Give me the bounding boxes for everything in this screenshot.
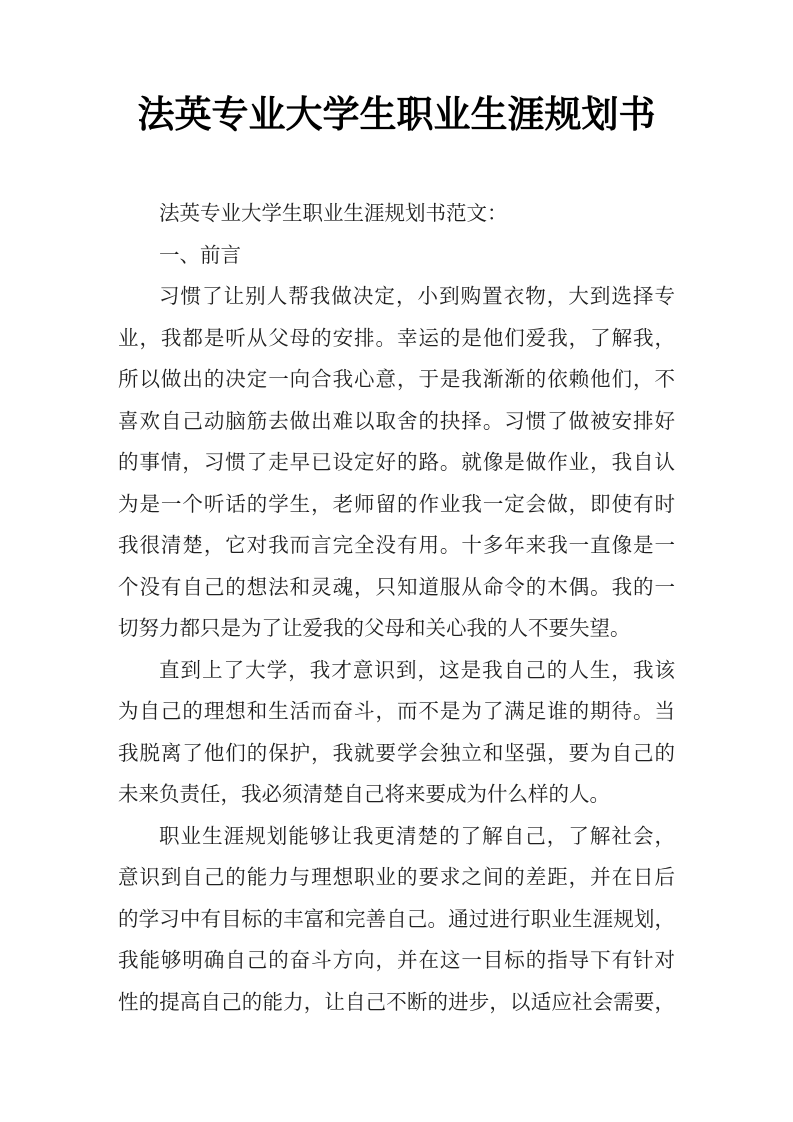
paragraph-line: 为自己的理想和生活而奋斗，而不是为了满足谁的期待。当 bbox=[118, 701, 675, 723]
paragraph-line: 切努力都只是为了让爱我的父母和关心我的人不要失望。 bbox=[118, 618, 631, 640]
paragraph-line: 我脱离了他们的保护，我就要学会独立和坚强，要为自己的 bbox=[118, 742, 675, 765]
intro-line: 法英专业大学生职业生涯规划书范文： bbox=[159, 203, 508, 225]
paragraph-line: 业，我都是听从父母的安排。幸运的是他们爱我，了解我， bbox=[118, 327, 675, 350]
document-content bbox=[0, 90, 793, 1024]
paragraph-line: 的事情，习惯了走早已设定好的路。就像是做作业，我自认 bbox=[118, 452, 675, 474]
paragraph-line: 个没有自己的想法和灵魂，只知道服从命令的木偶。我的一 bbox=[118, 576, 675, 599]
paragraph-line: 我能够明确自己的奋斗方向，并在这一目标的指导下有针对 bbox=[118, 950, 675, 972]
section-heading: 一、前言 bbox=[159, 244, 241, 267]
paragraph bbox=[118, 817, 675, 1025]
paragraph-line: 直到上了大学，我才意识到，这是我自己的人生，我该 bbox=[159, 659, 675, 682]
paragraph-line: 习惯了让别人帮我做决定，小到购置衣物，大到选择专 bbox=[159, 286, 675, 308]
paragraph-line: 意识到自己的能力与理想职业的要求之间的差距，并在日后 bbox=[118, 867, 675, 889]
paragraph-line: 未来负责任，我必须清楚自己将来要成为什么样的人。 bbox=[118, 784, 610, 806]
paragraph-line: 性的提高自己的能力，让自己不断的进步，以适应社会需要， bbox=[118, 991, 675, 1014]
paragraph-line: 所以做出的决定一向合我心意，于是我渐渐的依赖他们，不 bbox=[118, 369, 675, 391]
paragraph-line: 我很清楚，它对我而言完全没有用。十多年来我一直像是一 bbox=[118, 535, 675, 557]
paragraph bbox=[118, 277, 675, 651]
paragraph bbox=[118, 651, 675, 817]
paragraph-line: 职业生涯规划能够让我更清楚的了解自己，了解社会， bbox=[159, 825, 675, 848]
document-body bbox=[118, 194, 675, 1024]
document-title: 法英专业大学生职业生涯规划书 bbox=[137, 95, 656, 136]
paragraph-line: 的学习中有目标的丰富和完善自己。通过进行职业生涯规划， bbox=[118, 908, 675, 931]
paragraph-line: 喜欢自己动脑筋去做出难以取舍的抉择。习惯了做被安排好 bbox=[118, 410, 675, 433]
paragraph-line: 为是一个听话的学生，老师留的作业我一定会做，即使有时 bbox=[118, 493, 675, 516]
